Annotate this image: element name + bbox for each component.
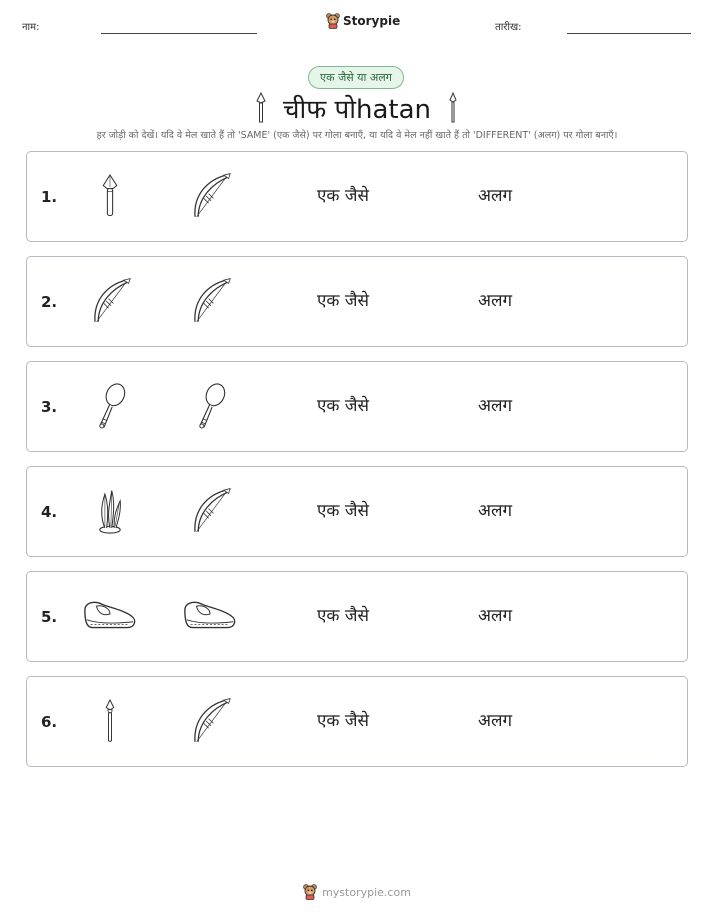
date-label: तारीख: <box>495 22 522 33</box>
bow-icon <box>187 166 235 226</box>
row-number: 3. <box>41 398 58 416</box>
different-option[interactable]: अलग <box>478 396 513 416</box>
same-option[interactable]: एक जैसे <box>317 396 369 416</box>
different-option[interactable]: अलग <box>478 711 513 731</box>
moccasin-icon <box>81 594 139 634</box>
different-option[interactable]: अलग <box>478 606 513 626</box>
page-title: चीफ पोhatan <box>282 95 432 125</box>
spear-icon <box>95 691 125 751</box>
pair-row-3 <box>26 361 688 452</box>
storypie-logo <box>326 13 400 29</box>
moccasin-icon <box>181 594 239 634</box>
different-option[interactable]: अलग <box>478 291 513 311</box>
row-number: 4. <box>41 503 58 521</box>
worksheet-type-badge: एक जैसे या अलग <box>308 66 404 89</box>
bow-icon <box>87 271 135 331</box>
different-option[interactable]: अलग <box>478 501 513 521</box>
bow-icon <box>187 271 235 331</box>
bear-mascot-icon <box>303 884 317 900</box>
same-option[interactable]: एक जैसे <box>317 291 369 311</box>
row-number: 6. <box>41 713 58 731</box>
logo-text: Storypie <box>343 14 401 28</box>
same-option[interactable]: एक जैसे <box>317 501 369 521</box>
club-icon <box>189 376 229 436</box>
row-number: 5. <box>41 608 58 626</box>
pair-row-2 <box>26 256 688 347</box>
bow-icon <box>187 691 235 751</box>
pair-row-1 <box>26 151 688 242</box>
name-label: नाम: <box>22 22 40 33</box>
date-line[interactable] <box>567 33 691 34</box>
spear-decoration-icon <box>447 92 459 124</box>
same-option[interactable]: एक जैसे <box>317 711 369 731</box>
footer-site-link[interactable]: mystorypie.com <box>322 885 411 899</box>
name-line[interactable] <box>101 33 257 34</box>
same-option[interactable]: एक जैसे <box>317 186 369 206</box>
instructions: हर जोड़ी को देखें। यदि वे मेल खाते हैं तो 'SAME' (एक जैसे) पर गोला बनाएँ, या यदि वे मेल नहीं खाते हैं तो 'DIFFERENT' (अलग) पर गोला बनाएँ। <box>96 130 618 141</box>
arrow-decoration-icon <box>255 92 267 124</box>
feather-headdress-icon <box>93 481 127 541</box>
bow-icon <box>187 481 235 541</box>
row-number: 2. <box>41 293 58 311</box>
same-option[interactable]: एक जैसे <box>317 606 369 626</box>
footer <box>0 884 714 900</box>
bear-mascot-icon <box>326 13 340 29</box>
arrowhead-icon <box>95 166 125 226</box>
pair-row-4 <box>26 466 688 557</box>
title-bar <box>0 90 714 126</box>
pair-row-5 <box>26 571 688 662</box>
different-option[interactable]: अलग <box>478 186 513 206</box>
club-icon <box>89 376 129 436</box>
pair-row-6 <box>26 676 688 767</box>
row-number: 1. <box>41 188 58 206</box>
